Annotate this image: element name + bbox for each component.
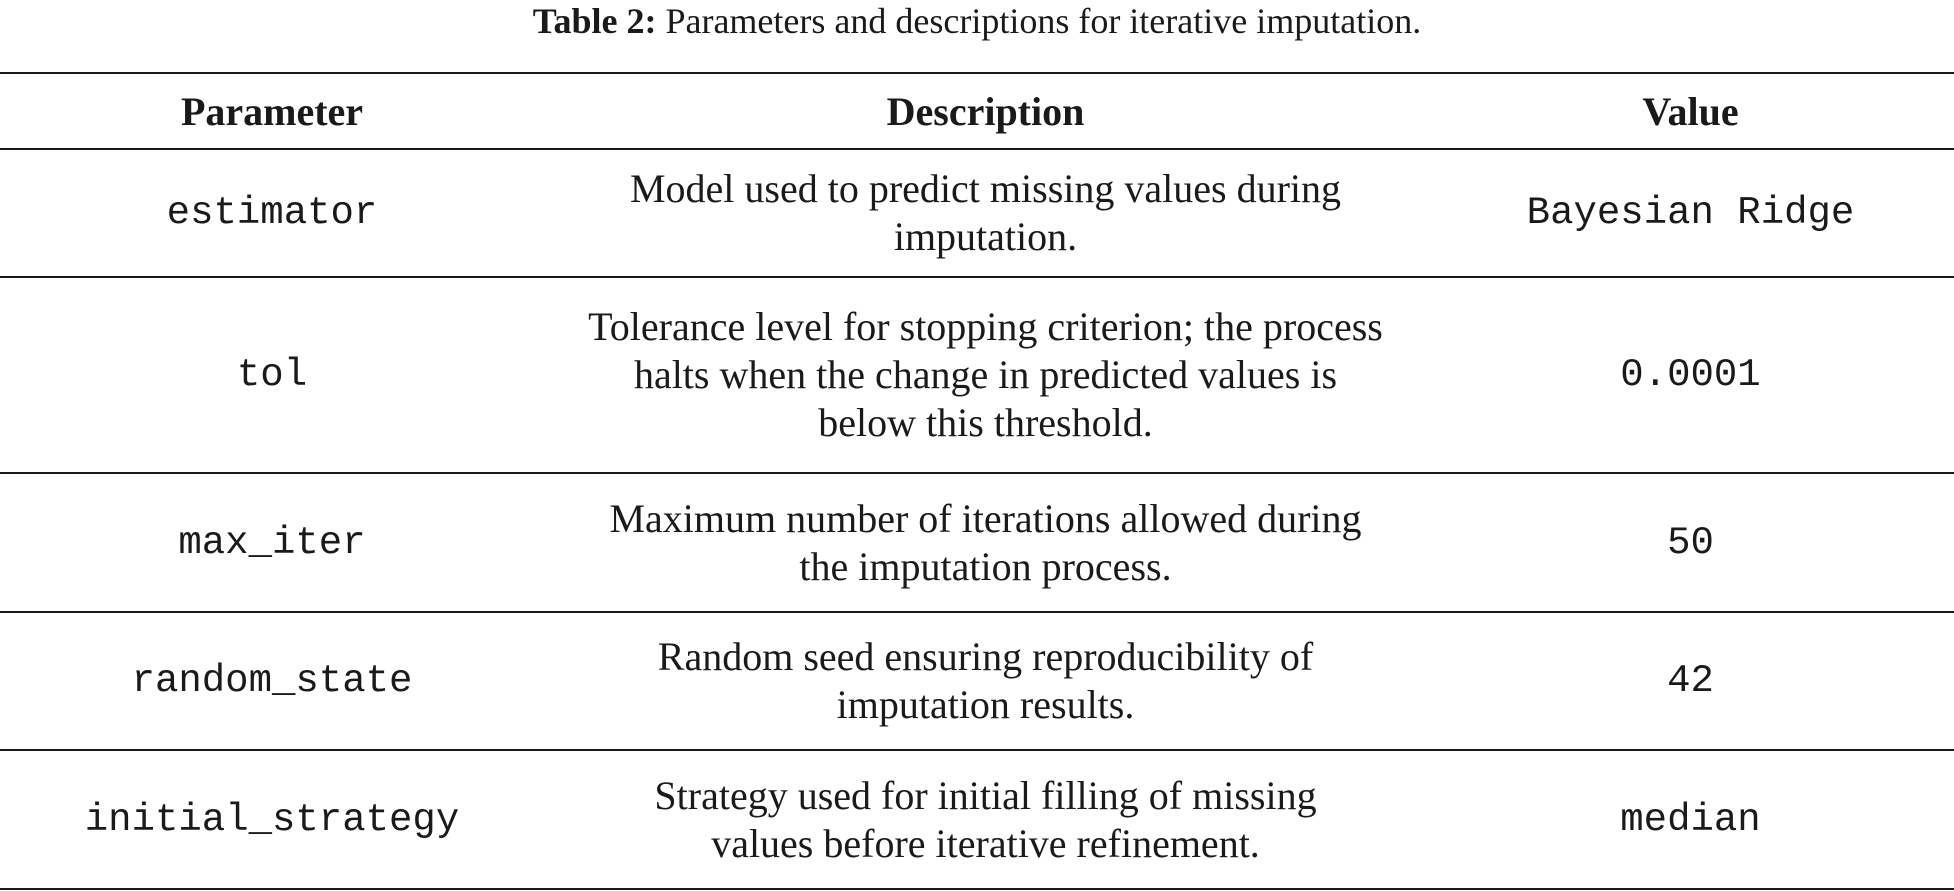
parameters-table	[0, 72, 1954, 890]
description-cell	[544, 277, 1427, 473]
description-text: Maximum number of iterations allowed during the imputation process.	[609, 495, 1362, 589]
description-text: Random seed ensuring reproducibility of imputation results.	[657, 634, 1314, 727]
description-text: Tolerance level for stopping criterion; the process halts when the change in predicted values is below this threshold.	[588, 304, 1383, 445]
header-description: Description	[544, 73, 1427, 149]
value-cell: Bayesian Ridge	[1427, 149, 1954, 277]
table-row	[0, 750, 1954, 889]
description-text: Model used to predict missing values during imputation.	[629, 166, 1341, 259]
table-caption	[0, 0, 1954, 48]
parameter-cell: tol	[0, 277, 544, 473]
header-parameter: Parameter	[0, 73, 544, 149]
description-cell	[544, 750, 1427, 889]
description-cell	[544, 612, 1427, 750]
caption-text: Parameters and descriptions for iterative imputation.	[656, 1, 1422, 41]
header-row	[0, 73, 1954, 149]
table-row	[0, 149, 1954, 277]
table-row	[0, 612, 1954, 750]
value-cell: median	[1427, 750, 1954, 889]
caption-label: Table 2:	[532, 1, 657, 41]
parameter-cell: initial_strategy	[0, 750, 544, 889]
description-cell	[544, 473, 1427, 612]
value-cell: 50	[1427, 473, 1954, 612]
description-cell	[544, 149, 1427, 277]
header-value: Value	[1427, 73, 1954, 149]
value-cell: 0.0001	[1427, 277, 1954, 473]
parameter-cell: max_iter	[0, 473, 544, 612]
table-row	[0, 277, 1954, 473]
parameter-cell: estimator	[0, 149, 544, 277]
parameter-cell: random_state	[0, 612, 544, 750]
table-row	[0, 473, 1954, 612]
description-text: Strategy used for initial filling of missing values before iterative refinement.	[654, 772, 1317, 866]
value-cell: 42	[1427, 612, 1954, 750]
